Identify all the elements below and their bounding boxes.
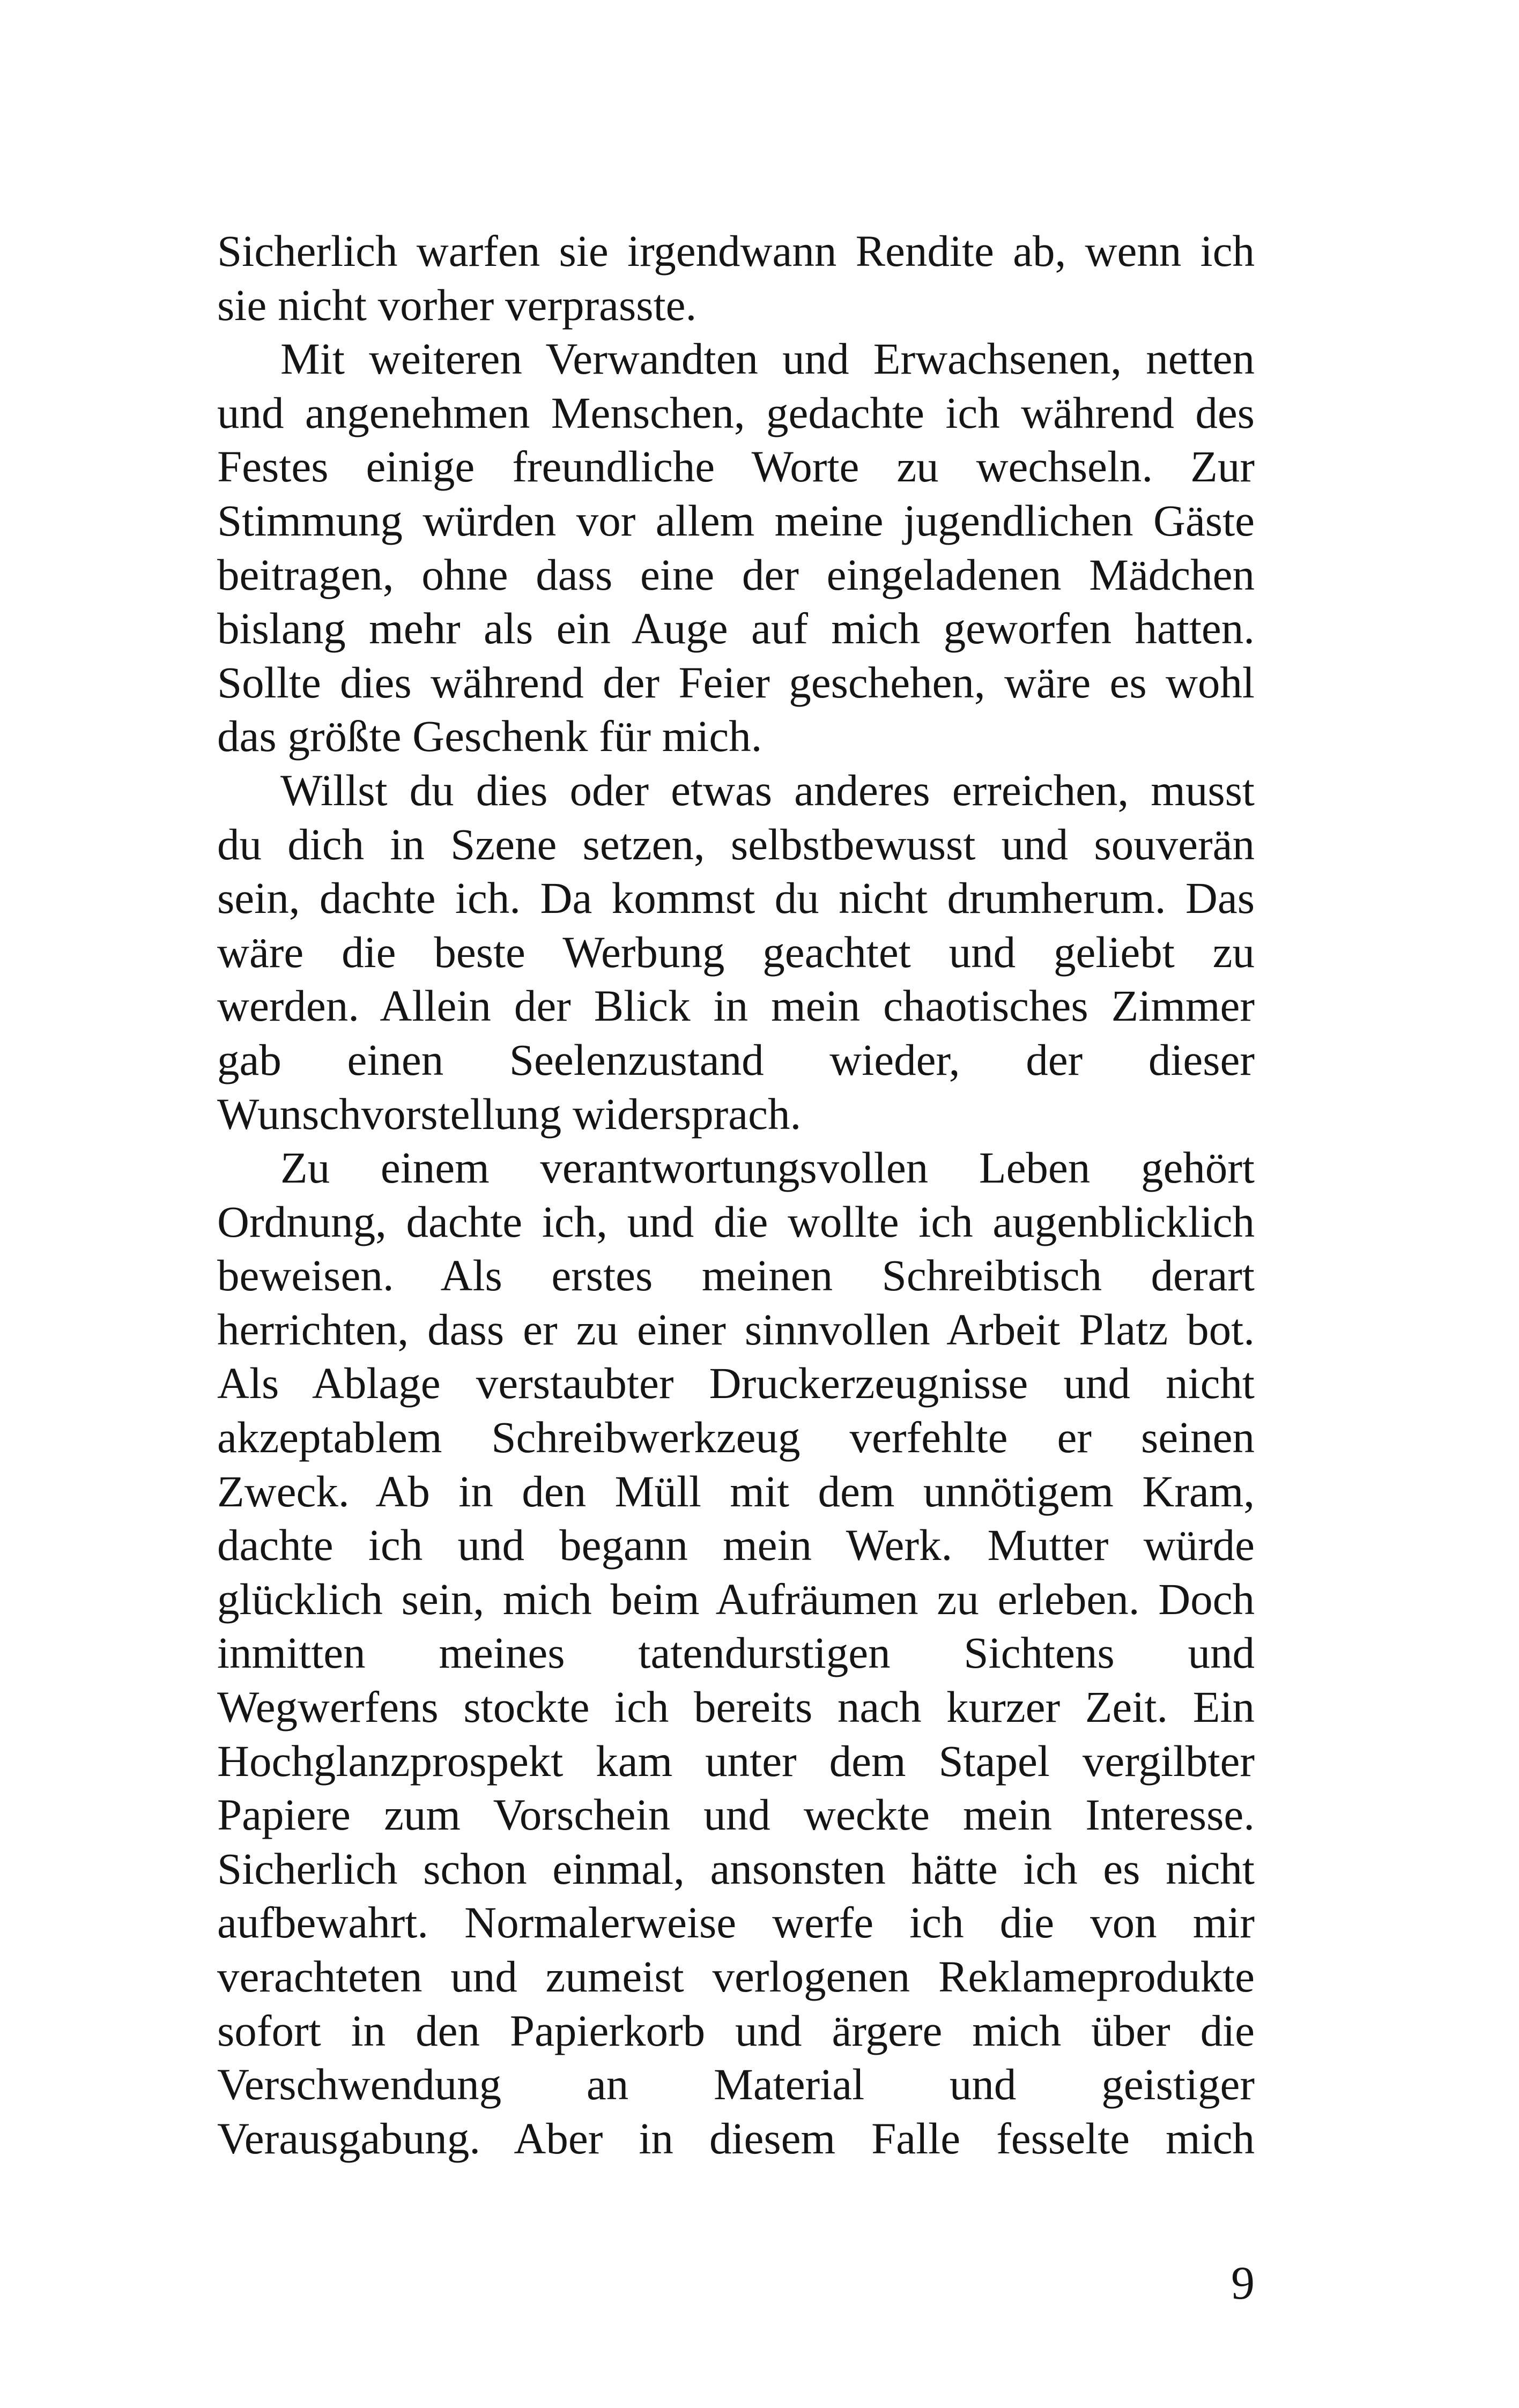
- text-line: und angenehmen Menschen, gedachte ich während des: [217, 388, 1255, 437]
- text-line: bislang mehr als ein Auge auf mich geworfen hatten.: [217, 604, 1255, 653]
- text-line: gab einen Seelenzustand wieder, der dieser: [217, 1035, 1255, 1084]
- text-line: akzeptablem Schreibwerkzeug verfehlte er seinen: [217, 1413, 1255, 1462]
- text-line: Zu einem verantwortungsvollen Leben gehört: [280, 1143, 1255, 1193]
- text-line: sein, dachte ich. Da kommst du nicht drumherum. Das: [217, 873, 1255, 923]
- text-line: Stimmung würden vor allem meine jugendlichen Gäste: [217, 495, 1255, 545]
- text-line: Wegwerfens stockte ich bereits nach kurzer Zeit. Ein: [217, 1682, 1255, 1732]
- text-line: Mit weiteren Verwandten und Erwachsenen, netten: [280, 334, 1255, 384]
- text-line: Hochglanzprospekt kam unter dem Stapel vergilbter: [217, 1736, 1255, 1786]
- text-line: das größte Geschenk für mich.: [217, 711, 762, 761]
- text-line: beitragen, ohne dass eine der eingeladenen Mädchen: [217, 549, 1255, 599]
- text-line: Als Ablage verstaubter Druckerzeugnisse und nicht: [217, 1358, 1255, 1408]
- body-text: [217, 224, 1255, 2165]
- text-line: Sollte dies während der Feier geschehen, wäre es wohl: [217, 657, 1255, 707]
- text-line: verachteten und zumeist verlogenen Reklameprodukte: [217, 1952, 1255, 2001]
- page-number: 9: [1231, 2257, 1255, 2309]
- text-line: herrichten, dass er zu einer sinnvollen Arbeit Platz bot.: [217, 1304, 1255, 1354]
- text-line: Verschwendung an Material und geistiger: [217, 2060, 1255, 2109]
- text-line: Zweck. Ab in den Müll mit dem unnötigem Kram,: [217, 1466, 1255, 1516]
- text-line: glücklich sein, mich beim Aufräumen zu erleben. Doch: [217, 1574, 1255, 1624]
- text-line: Ordnung, dachte ich, und die wollte ich augenblicklich: [217, 1196, 1255, 1246]
- text-line: Verausgabung. Aber in diesem Falle fesselte mich: [217, 2113, 1255, 2163]
- text-line: Festes einige freundliche Worte zu wechseln. Zur: [217, 442, 1255, 492]
- text-line: inmitten meines tatendurstigen Sichtens und: [217, 1628, 1255, 1678]
- text-line: du dich in Szene setzen, selbstbewusst und souverän: [217, 819, 1255, 869]
- text-line: dachte ich und begann mein Werk. Mutter würde: [217, 1520, 1255, 1570]
- text-line: Willst du dies oder etwas anderes erreichen, musst: [280, 765, 1255, 815]
- text-line: Papiere zum Vorschein und weckte mein Interesse.: [217, 1790, 1255, 1840]
- text-line: Sicherlich warfen sie irgendwann Rendite ab, wenn ich: [217, 226, 1255, 276]
- text-line: Sicherlich schon einmal, ansonsten hätte ich es nicht: [217, 1844, 1255, 1893]
- text-line: sofort in den Papierkorb und ärgere mich über die: [217, 2005, 1255, 2055]
- text-line: sie nicht vorher verprasste.: [217, 280, 697, 330]
- text-line: Wunschvorstellung widersprach.: [217, 1089, 802, 1139]
- text-line: aufbewahrt. Normalerweise werfe ich die von mir: [217, 1898, 1255, 1948]
- text-line: werden. Allein der Blick in mein chaotisches Zimmer: [217, 981, 1255, 1031]
- text-line: beweisen. Als erstes meinen Schreibtisch derart: [217, 1251, 1255, 1300]
- text-line: wäre die beste Werbung geachtet und geliebt zu: [217, 927, 1255, 977]
